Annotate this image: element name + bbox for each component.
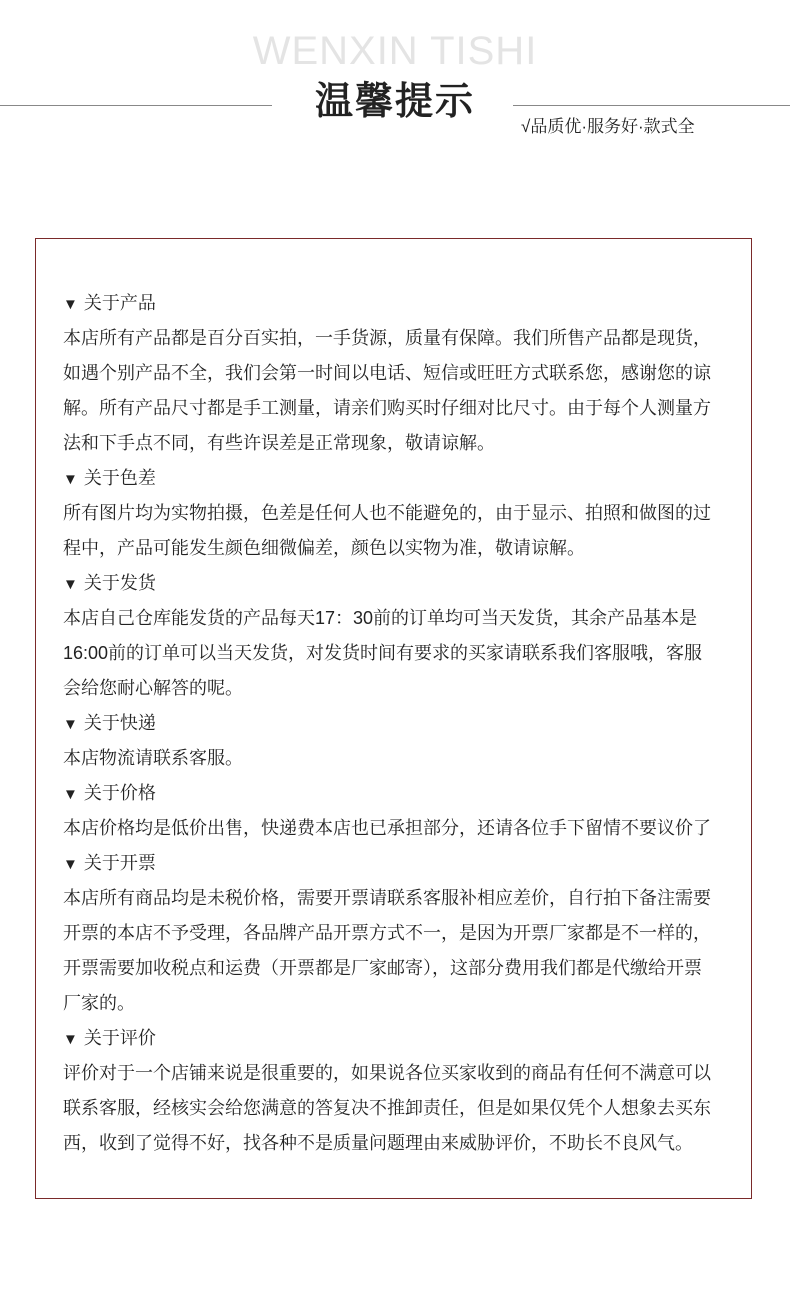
header-watermark: WENXIN TISHI [252, 29, 538, 73]
section-text-line: 联系客服，经核实会给您满意的答复决不推卸责任，但是如果仅凭个人想象去买东 [63, 1098, 711, 1118]
triangle-down-icon: ▼ [63, 1031, 78, 1048]
triangle-down-icon: ▼ [63, 576, 78, 593]
triangle-down-icon: ▼ [63, 471, 78, 488]
section-heading [63, 568, 743, 603]
section-heading-label: 关于评价 [83, 1028, 156, 1048]
section-text-line: 评价对于一个店铺来说是很重要的，如果说各位买家收到的商品有任何不满意可以 [63, 1063, 711, 1083]
section-text-line: 解。所有产品尺寸都是手工测量，请亲们购买时仔细对比尺寸。由于每个人测量方 [63, 398, 711, 418]
section-text-line: 本店所有商品均是未税价格，需要开票请联系客服补相应差价，自行拍下备注需要 [63, 888, 711, 908]
section-heading-label: 关于发货 [83, 573, 156, 593]
section-text-line: 本店物流请联系客服。 [63, 748, 243, 768]
section-heading-label: 关于价格 [83, 783, 156, 803]
triangle-down-icon: ▼ [63, 786, 78, 803]
section-heading [63, 708, 743, 743]
section-heading [63, 778, 743, 813]
section-heading-label: 关于快递 [83, 713, 156, 733]
section-text-line: 所有图片均为实物拍摄，色差是任何人也不能避免的，由于显示、拍照和做图的过 [63, 503, 711, 523]
section-text-line: 如遇个别产品不全，我们会第一时间以电话、短信或旺旺方式联系您，感谢您的谅 [63, 363, 711, 383]
section-text-line: 程中，产品可能发生颜色细微偏差，颜色以实物为准，敬请谅解。 [63, 538, 585, 558]
triangle-down-icon: ▼ [63, 856, 78, 873]
section-heading [63, 463, 743, 498]
section-text-line: 本店所有产品都是百分百实拍，一手货源，质量有保障。我们所售产品都是现货， [63, 328, 711, 348]
section-text-line: 本店自己仓库能发货的产品每天17：30前的订单均可当天发货，其余产品基本是 [63, 608, 698, 628]
notice-content [63, 288, 743, 1163]
section-text-line: 开票需要加收税点和运费（开票都是厂家邮寄），这部分费用我们都是代缴给开票 [63, 958, 702, 978]
section-heading [63, 848, 743, 883]
section-heading-label: 关于开票 [83, 853, 156, 873]
slogan: √品质优·服务好·款式全 [521, 117, 695, 136]
section-text-line: 本店价格均是低价出售，快递费本店也已承担部分，还请各位手下留情不要议价了 [63, 818, 711, 838]
section-heading [63, 1023, 743, 1058]
section-text-line: 法和下手点不同，有些许误差是正常现象，敬请谅解。 [63, 433, 495, 453]
section-text-line: 16:00前的订单可以当天发货，对发货时间有要求的买家请联系我们客服哦，客服 [63, 643, 703, 663]
section-heading-label: 关于色差 [83, 468, 156, 488]
section-text-line: 西，收到了觉得不好，找各种不是质量问题理由来威胁评价，不助长不良风气。 [63, 1133, 693, 1153]
page-title: 温馨提示 [314, 81, 475, 123]
section-text-line: 开票的本店不予受理，各品牌产品开票方式不一，是因为开票厂家都是不一样的， [63, 923, 711, 943]
section-text-line: 会给您耐心解答的呢。 [63, 678, 243, 698]
section-heading [63, 288, 743, 323]
section-text-line: 厂家的。 [63, 993, 135, 1013]
section-heading-label: 关于产品 [83, 293, 156, 313]
triangle-down-icon: ▼ [63, 296, 78, 313]
triangle-down-icon: ▼ [63, 716, 78, 733]
